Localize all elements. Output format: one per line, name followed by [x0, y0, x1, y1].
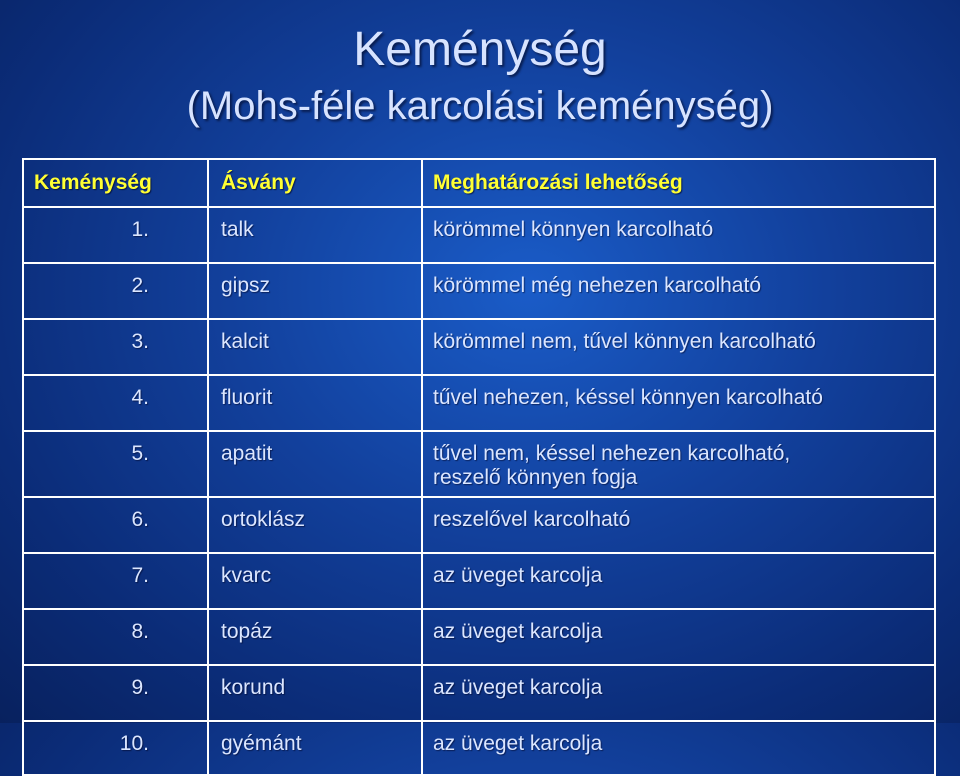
- hardness-cell: 1.: [23, 207, 208, 263]
- hardness-cell: 5.: [23, 431, 208, 497]
- table-row: [23, 721, 935, 775]
- table-row: [23, 665, 935, 721]
- method-cell: az üveget karcolja: [422, 609, 935, 665]
- method-cell: körömmel nem, tűvel könnyen karcolható: [422, 319, 935, 375]
- mineral-cell: kalcit: [208, 319, 422, 375]
- hardness-cell: 7.: [23, 553, 208, 609]
- table-row: [23, 263, 935, 319]
- hardness-cell: 9.: [23, 665, 208, 721]
- mineral-cell: gipsz: [208, 263, 422, 319]
- header-method: Meghatározási lehetőség: [422, 159, 935, 207]
- method-cell: körömmel még nehezen karcolható: [422, 263, 935, 319]
- table-row: [23, 207, 935, 263]
- method-line-1: tűvel nem, késsel nehezen karcolható,: [433, 442, 791, 465]
- page-title: Keménység: [353, 23, 607, 76]
- hardness-cell: 6.: [23, 497, 208, 553]
- table-row: [23, 553, 935, 609]
- table-row: [23, 497, 935, 553]
- table-row: [23, 375, 935, 431]
- method-cell: az üveget karcolja: [422, 721, 935, 775]
- table-row: [23, 609, 935, 665]
- hardness-cell: 2.: [23, 263, 208, 319]
- method-cell: körömmel könnyen karcolható: [422, 207, 935, 263]
- table-row: [23, 431, 935, 497]
- method-cell: az üveget karcolja: [422, 553, 935, 609]
- hardness-cell: 8.: [23, 609, 208, 665]
- hardness-table: [22, 158, 936, 776]
- method-cell: [422, 431, 935, 497]
- page-subtitle: (Mohs-féle karcolási keménység): [186, 84, 774, 128]
- mineral-cell: korund: [208, 665, 422, 721]
- mineral-cell: apatit: [208, 431, 422, 497]
- method-cell: reszelővel karcolható: [422, 497, 935, 553]
- table-header-row: [23, 159, 935, 207]
- hardness-cell: 4.: [23, 375, 208, 431]
- hardness-cell: 3.: [23, 319, 208, 375]
- header-mineral: Ásvány: [208, 159, 422, 207]
- method-cell: az üveget karcolja: [422, 665, 935, 721]
- mineral-cell: gyémánt: [208, 721, 422, 775]
- mineral-cell: fluorit: [208, 375, 422, 431]
- hardness-cell: 10.: [23, 721, 208, 775]
- table-row: [23, 319, 935, 375]
- mineral-cell: kvarc: [208, 553, 422, 609]
- method-line-2: reszelő könnyen fogja: [433, 466, 638, 489]
- header-hardness: Keménység: [23, 159, 208, 207]
- method-cell: tűvel nehezen, késsel könnyen karcolható: [422, 375, 935, 431]
- mineral-cell: ortoklász: [208, 497, 422, 553]
- mineral-cell: talk: [208, 207, 422, 263]
- mineral-cell: topáz: [208, 609, 422, 665]
